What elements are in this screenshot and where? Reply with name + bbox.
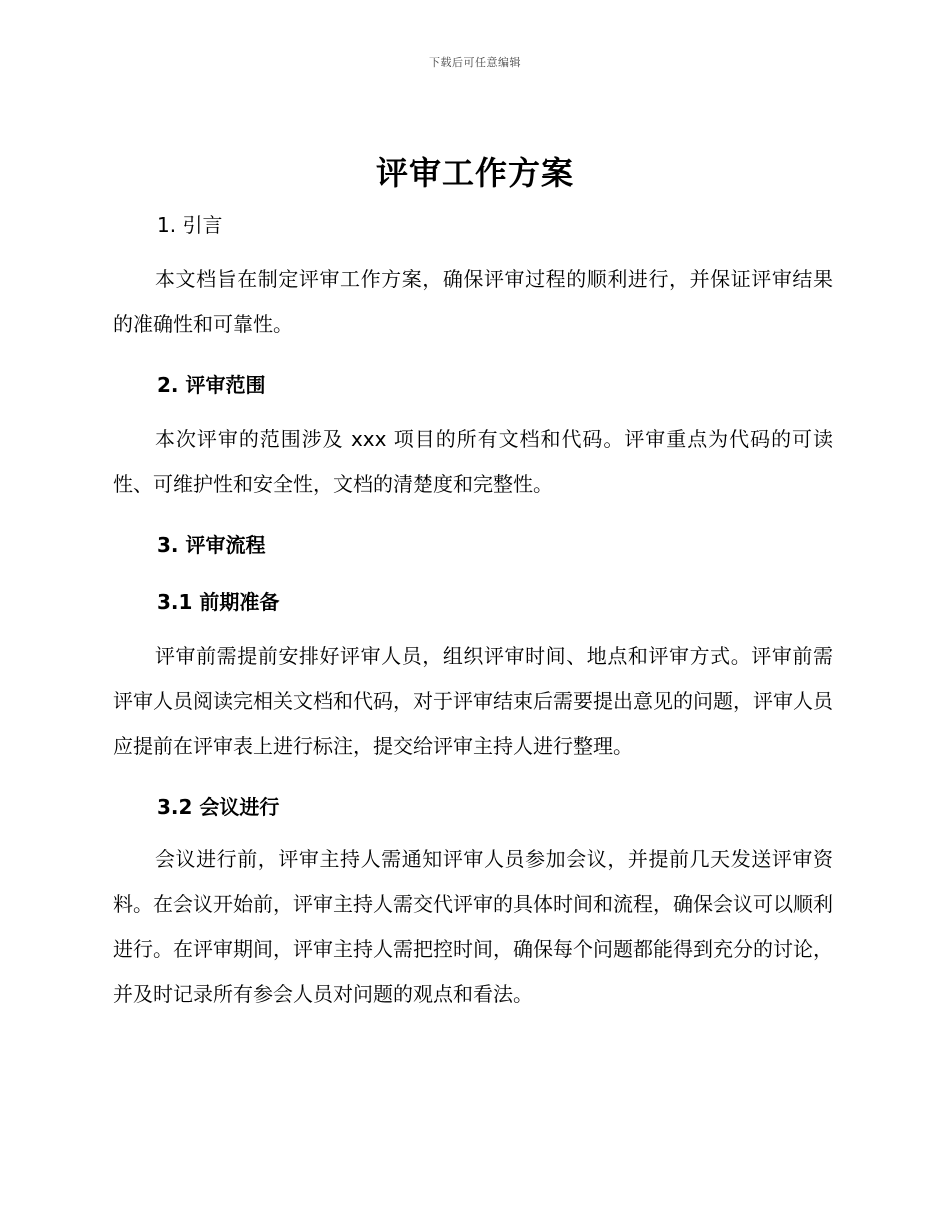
- subsection-heading-meeting: 3.2 会议进行: [157, 795, 280, 819]
- section-heading-process: 3. 评审流程: [157, 533, 266, 557]
- section-heading-scope: 2. 评审范围: [157, 373, 266, 397]
- subsection-heading-preparation: 3.1 前期准备: [157, 590, 280, 614]
- paragraph-intro: 本文档旨在制定评审工作方案，确保评审过程的顺利进行，并保证评审结果的准确性和可靠性。: [113, 267, 833, 336]
- section-heading-intro: 1. 引言: [157, 213, 223, 237]
- paragraph-meeting: 会议进行前，评审主持人需通知评审人员参加会议，并提前几天发送评审资料。在会议开始前，评审主持人需交代评审的具体时间和流程，确保会议可以顺利进行。在评审期间，评审主持人需把控时间，确保每个问题都能得到充分的讨论，并及时记录所有参会人员对问题的观点和看法。: [113, 847, 833, 1006]
- document-title: 评审工作方案: [375, 154, 574, 192]
- paragraph-preparation: 评审前需提前安排好评审人员，组织评审时间、地点和评审方式。评审前需评审人员阅读完相关文档和代码，对于评审结束后需要提出意见的问题，评审人员应提前在评审表上进行标注，提交给评审主持人进行整理。: [113, 644, 833, 758]
- paragraph-scope: 本次评审的范围涉及 xxx 项目的所有文档和代码。评审重点为代码的可读性、可维护性和安全性，文档的清楚度和完整性。: [113, 427, 833, 496]
- header-note: 下载后可任意编辑: [429, 56, 521, 69]
